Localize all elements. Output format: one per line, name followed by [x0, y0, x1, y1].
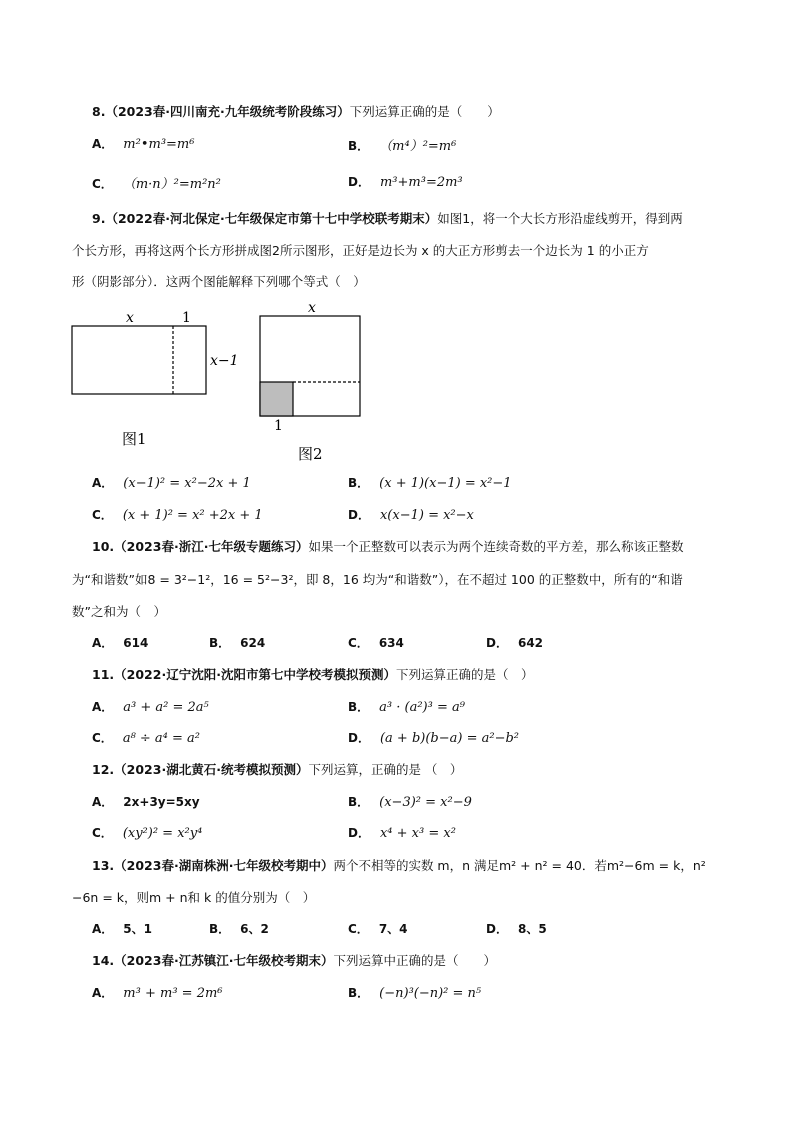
option-label: B．: [209, 636, 231, 650]
q9-option-d[interactable]: [348, 506, 474, 523]
option-label: D．: [348, 731, 370, 745]
q12-header: [92, 761, 462, 779]
option-label: B．: [348, 139, 370, 153]
q10-header: [92, 538, 683, 556]
q11-number: 11.: [92, 667, 115, 682]
q8-number: 8.: [92, 104, 106, 119]
option-label: C．: [348, 922, 369, 936]
q9-figure-1: [64, 304, 254, 454]
q14-option-b[interactable]: [348, 984, 481, 1001]
q13-option-c[interactable]: [348, 920, 408, 937]
q14-source: （2023春·江苏镇江·七年级校考期末）: [114, 953, 334, 968]
q9-header: [92, 210, 683, 228]
q14-header: [92, 952, 496, 970]
option-text: 614: [123, 636, 149, 650]
q8-option-a[interactable]: [92, 135, 194, 152]
q11-stem: 下列运算正确的是（ ）: [395, 667, 534, 682]
option-text: (x−3)² = x²−9: [379, 795, 472, 810]
q13-stem-line-2: −6n = k，则m + n和 k 的值分别为（ ）: [72, 890, 316, 905]
option-label: A．: [92, 137, 114, 151]
option-label: A．: [92, 636, 114, 650]
option-label: B．: [348, 476, 370, 490]
q10-option-b[interactable]: [209, 634, 265, 651]
q9-stem-line-1: 如图1，将一个大长方形沿虚线剪开，得到两: [437, 211, 683, 226]
q12-option-b[interactable]: [348, 793, 472, 810]
option-text: a³ · (a²)³ = a⁹: [379, 700, 465, 715]
q10-number: 10.: [92, 539, 115, 554]
figure1-side-label: x−1: [210, 353, 239, 369]
option-label: C．: [348, 636, 369, 650]
option-text: a⁸ ÷ a⁴ = a²: [122, 731, 201, 746]
figure2-caption: 图2: [298, 445, 323, 463]
q14-stem: 下列运算中正确的是（ ）: [333, 953, 496, 968]
option-text: 7、4: [378, 922, 408, 936]
q10-source: （2023春·浙江·七年级专题练习）: [114, 539, 309, 554]
q10-option-c[interactable]: [348, 634, 404, 651]
option-text: 5、1: [123, 922, 152, 936]
figure2-x-label: x: [308, 300, 316, 316]
q10-option-d[interactable]: [486, 634, 543, 651]
q8-header: [92, 103, 500, 121]
option-text: m³ + m³ = 2m⁶: [123, 986, 223, 1001]
option-text: m²•m³=m⁶: [123, 137, 195, 152]
q10-option-a[interactable]: [92, 634, 148, 651]
q9-option-b[interactable]: [348, 474, 512, 491]
q8-source: （2023春·四川南充·九年级统考阶段练习）: [105, 104, 350, 119]
option-label: C．: [92, 508, 113, 522]
option-text: (xy²)² = x²y⁴: [122, 826, 203, 841]
q9-stem-line-2: 个长方形，再将这两个长方形拼成图2所示图形，正好是边长为 x 的大正方形剪去一个边长为 1 的小正方: [72, 243, 649, 258]
option-text: (a + b)(b−a) = a²−b²: [379, 731, 519, 746]
option-label: C．: [92, 177, 113, 191]
q12-option-d[interactable]: [348, 824, 456, 841]
option-label: D．: [348, 508, 370, 522]
option-label: D．: [348, 175, 370, 189]
q12-number: 12.: [92, 762, 115, 777]
q11-option-c[interactable]: [92, 729, 200, 746]
figure1-caption: 图1: [122, 430, 147, 448]
option-text: a³ + a² = 2a⁵: [123, 700, 209, 715]
option-text: （m⁴）²=m⁶: [379, 139, 457, 154]
option-label: A．: [92, 476, 114, 490]
figure1-x-label: x: [126, 310, 134, 326]
q9-option-c[interactable]: [92, 506, 263, 523]
figure1-one-label: 1: [182, 310, 191, 326]
q13-stem-line-1: 两个不相等的实数 m，n 满足m² + n² = 40．若m²−6m = k，n²: [333, 858, 706, 873]
option-label: C．: [92, 731, 113, 745]
q10-stem-line-1: 如果一个正整数可以表示为两个连续奇数的平方差，那么称该正整数: [308, 539, 684, 554]
option-label: A．: [92, 700, 114, 714]
q8-stem: 下列运算正确的是（ ）: [349, 104, 500, 119]
option-text: x⁴ + x³ = x²: [379, 826, 456, 841]
q8-option-c[interactable]: [92, 173, 221, 192]
option-label: B．: [348, 795, 370, 809]
option-text: 2x+3y=5xy: [123, 795, 200, 809]
q13-source: （2023春·湖南株洲·七年级校考期中）: [114, 858, 334, 873]
q11-header: [92, 666, 533, 684]
option-text: (x + 1)(x−1) = x²−1: [379, 476, 512, 491]
q14-option-a[interactable]: [92, 984, 223, 1001]
option-text: （m·n）²=m²n²: [122, 177, 221, 192]
q11-source: （2022·辽宁沈阳·沈阳市第七中学校考模拟预测）: [114, 667, 396, 682]
q11-option-b[interactable]: [348, 698, 465, 715]
q9-option-a[interactable]: [92, 474, 251, 491]
option-label: D．: [348, 826, 370, 840]
option-label: B．: [209, 922, 231, 936]
option-label: B．: [348, 700, 370, 714]
option-text: x(x−1) = x²−x: [379, 508, 474, 523]
figure1-rectangle: [72, 326, 206, 394]
q10-stem-line-3: 数”之和为（ ）: [72, 604, 166, 619]
option-label: C．: [92, 826, 113, 840]
option-label: B．: [348, 986, 370, 1000]
q8-option-d[interactable]: [348, 173, 463, 190]
option-text: 6、2: [240, 922, 269, 936]
q13-number: 13.: [92, 858, 115, 873]
option-label: A．: [92, 795, 114, 809]
q9-source: （2022春·河北保定·七年级保定市第十七中学校联考期末）: [105, 211, 438, 226]
q13-option-d[interactable]: [486, 920, 547, 937]
option-label: D．: [486, 922, 508, 936]
option-text: 642: [517, 636, 544, 650]
q12-stem: 下列运算，正确的是 （ ）: [308, 762, 463, 777]
q12-source: （2023·湖北黄石·统考模拟预测）: [114, 762, 309, 777]
option-label: D．: [486, 636, 508, 650]
option-text: 624: [240, 636, 266, 650]
q9-stem-line-3: 形（阴影部分）．这两个图能解释下列哪个等式（ ）: [72, 274, 366, 289]
option-text: m³+m³=2m³: [379, 175, 463, 190]
q11-option-d[interactable]: [348, 729, 519, 746]
q9-figure-2: [250, 296, 370, 468]
q14-number: 14.: [92, 953, 115, 968]
q13-header: [92, 857, 706, 875]
q12-option-a[interactable]: [92, 793, 200, 810]
option-text: 634: [378, 636, 404, 650]
option-text: (−n)³(−n)² = n⁵: [379, 986, 482, 1001]
figure2-shaded-square: [260, 382, 293, 416]
q10-stem-line-2: 为“和谐数”如8 = 3²−1²，16 = 5²−3²，即 8，16 均为“和谐数”），在不超过 100 的正整数中，所有的“和谐: [72, 572, 683, 587]
q9-number: 9.: [92, 211, 106, 226]
q8-option-b[interactable]: [348, 135, 456, 154]
q11-option-a[interactable]: [92, 698, 209, 715]
option-label: A．: [92, 986, 114, 1000]
option-text: (x−1)² = x²−2x + 1: [123, 476, 251, 491]
option-text: 8、5: [517, 922, 547, 936]
q12-option-c[interactable]: [92, 824, 202, 841]
figure2-one-label: 1: [274, 418, 283, 434]
q13-option-a[interactable]: [92, 920, 152, 937]
option-text: (x + 1)² = x² +2x + 1: [122, 508, 263, 523]
q13-option-b[interactable]: [209, 920, 269, 937]
option-label: A．: [92, 922, 114, 936]
